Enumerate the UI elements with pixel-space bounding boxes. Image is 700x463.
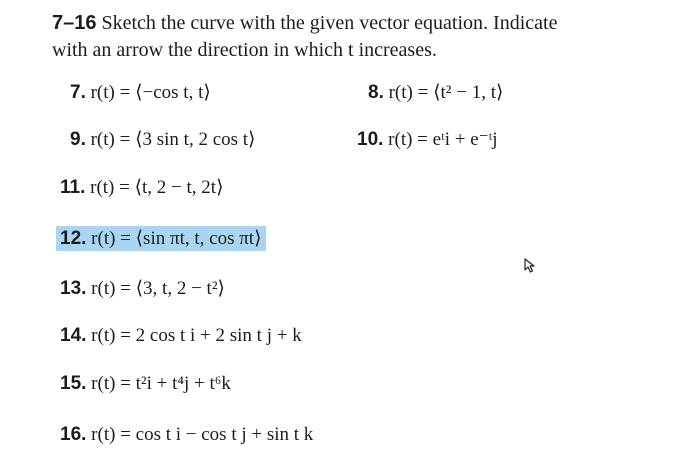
problem-number: 15. xyxy=(60,373,87,394)
problem-equation: r(t) = ⟨t, 2 − t, 2t⟩ xyxy=(90,177,224,198)
problem-number: 8. xyxy=(368,82,384,103)
problem-number: 14. xyxy=(60,325,87,346)
exercise-range: 7–16 xyxy=(52,12,97,34)
problem-equation: r(t) = ⟨t² − 1, t⟩ xyxy=(388,82,504,103)
problem-8 xyxy=(368,81,503,105)
problem-equation: r(t) = ⟨sin πt, t, cos πt⟩ xyxy=(91,228,262,249)
problem-13 xyxy=(60,277,225,301)
problem-number: 9. xyxy=(70,129,86,150)
problem-equation: r(t) = ⟨3 sin t, 2 cos t⟩ xyxy=(90,129,256,150)
problem-12 xyxy=(60,227,266,251)
problem-11 xyxy=(60,176,223,200)
problem-equation: r(t) = ⟨−cos t, t⟩ xyxy=(90,82,211,103)
problem-equation: r(t) = 2 cos t i + 2 sin t j + k xyxy=(91,325,302,346)
problem-10 xyxy=(357,128,498,152)
problem-15 xyxy=(60,372,231,396)
problem-equation: r(t) = cos t i − cos t j + sin t k xyxy=(91,424,314,445)
problem-16 xyxy=(60,423,313,447)
heading-line-1: Sketch the curve with the given vector equation. Indicate xyxy=(101,12,558,34)
problem-9 xyxy=(70,128,255,152)
problem-equation: r(t) = ⟨3, t, 2 − t²⟩ xyxy=(91,278,225,299)
problem-equation: r(t) = eᵗi + e⁻ᵗj xyxy=(388,129,498,150)
problem-number: 16. xyxy=(60,424,87,445)
problem-14 xyxy=(60,324,302,348)
heading-line-2: with an arrow the direction in which t increases. xyxy=(52,39,437,61)
problem-equation: r(t) = t²i + t⁴j + t⁶k xyxy=(91,373,231,394)
problem-7 xyxy=(70,81,211,105)
mouse-pointer-icon xyxy=(523,257,539,273)
text-highlight xyxy=(56,226,266,251)
problem-number: 13. xyxy=(60,278,87,299)
problem-number: 10. xyxy=(357,129,384,150)
problem-number: 11. xyxy=(60,177,86,198)
exercise-heading xyxy=(52,10,557,64)
problem-number: 12. xyxy=(60,228,87,249)
problem-number: 7. xyxy=(70,82,86,103)
